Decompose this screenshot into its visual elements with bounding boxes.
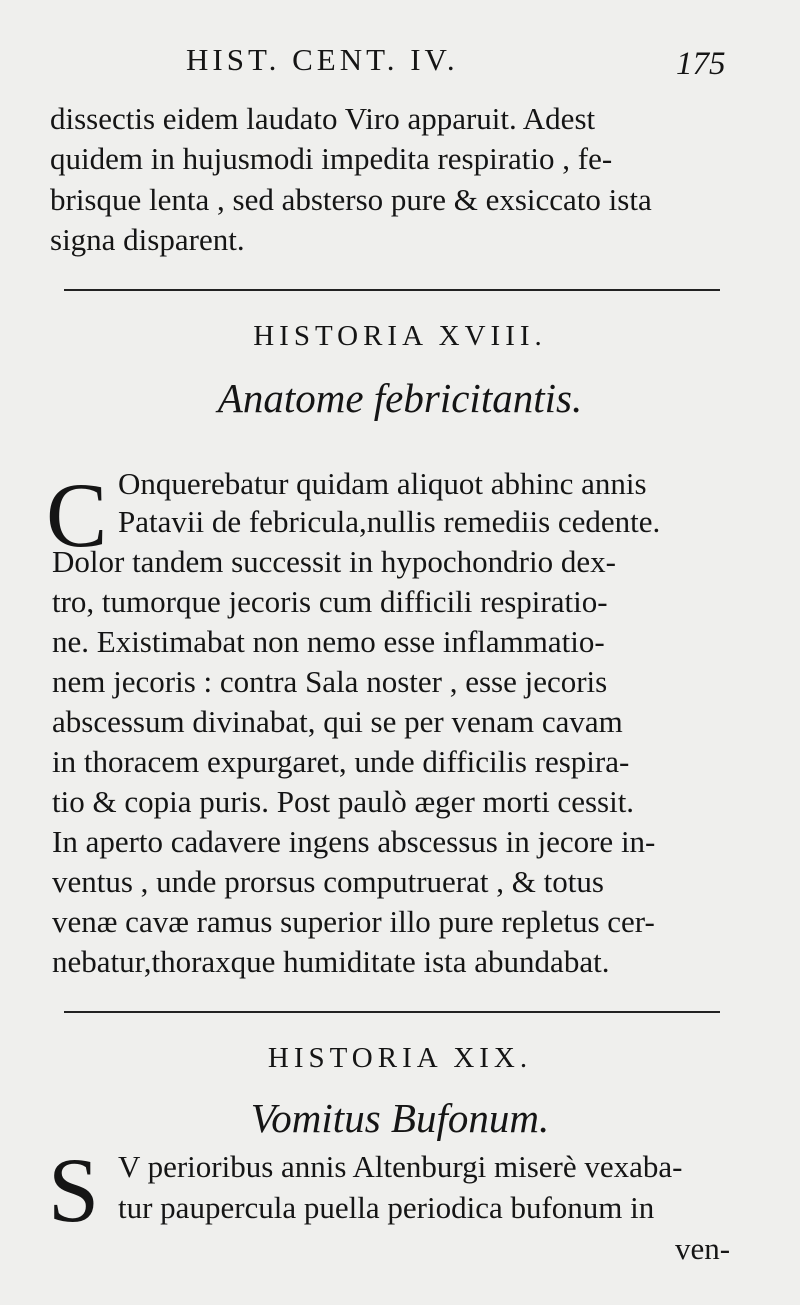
text-line: nem jecoris : contra Sala noster , esse jecoris — [52, 664, 608, 699]
drop-cap: C — [46, 464, 108, 566]
running-head: HIST. CENT. IV. — [186, 42, 459, 77]
text-line: dissectis eidem laudato Viro apparuit. Adest — [50, 101, 596, 136]
text-line: brisque lenta , sed absterso pure & exsiccato ista — [50, 182, 652, 217]
text-line: ven- — [675, 1231, 731, 1266]
text-line: nebatur,thoraxque humiditate ista abundabat. — [52, 944, 610, 979]
text-line: V perioribus annis Altenburgi miserè vexaba- — [118, 1149, 683, 1184]
historia-title: Vomitus Bufonum. — [250, 1095, 550, 1141]
section-divider — [64, 289, 720, 291]
drop-cap: S — [48, 1139, 100, 1241]
text-line: ne. Existimabat non nemo esse inflammatio- — [52, 624, 605, 659]
text-line: signa disparent. — [50, 222, 245, 257]
historia-heading: HISTORIA XIX. — [267, 1042, 533, 1074]
historia-title: Anatome febricitantis. — [217, 375, 583, 421]
page-number: 175 — [676, 46, 726, 82]
section-divider — [64, 1011, 720, 1013]
text-line: tro, tumorque jecoris cum difficili respiratio- — [52, 584, 608, 619]
text-line: In aperto cadavere ingens abscessus in jecore in- — [52, 824, 656, 859]
text-line: in thoracem expurgaret, unde difficilis respira- — [52, 744, 630, 779]
text-line: Dolor tandem successit in hypochondrio dex- — [52, 544, 616, 579]
text-line: venæ cavæ ramus superior illo pure repletus cer- — [52, 904, 655, 939]
text-line: tio & copia puris. Post paulò æger morti cessit. — [52, 784, 635, 819]
text-line: ventus , unde prorsus computruerat , & totus — [52, 864, 604, 899]
text-line: tur paupercula puella periodica bufonum in — [118, 1190, 655, 1225]
text-line: quidem in hujusmodi impedita respiratio , fe- — [50, 141, 613, 176]
text-line: Onquerebatur quidam aliquot abhinc annis — [118, 466, 647, 501]
text-line: Patavii de febricula,nullis remediis cedente. — [118, 504, 661, 539]
text-line: abscessum divinabat, qui se per venam cavam — [52, 704, 623, 739]
historia-heading: HISTORIA XVIII. — [253, 320, 547, 352]
